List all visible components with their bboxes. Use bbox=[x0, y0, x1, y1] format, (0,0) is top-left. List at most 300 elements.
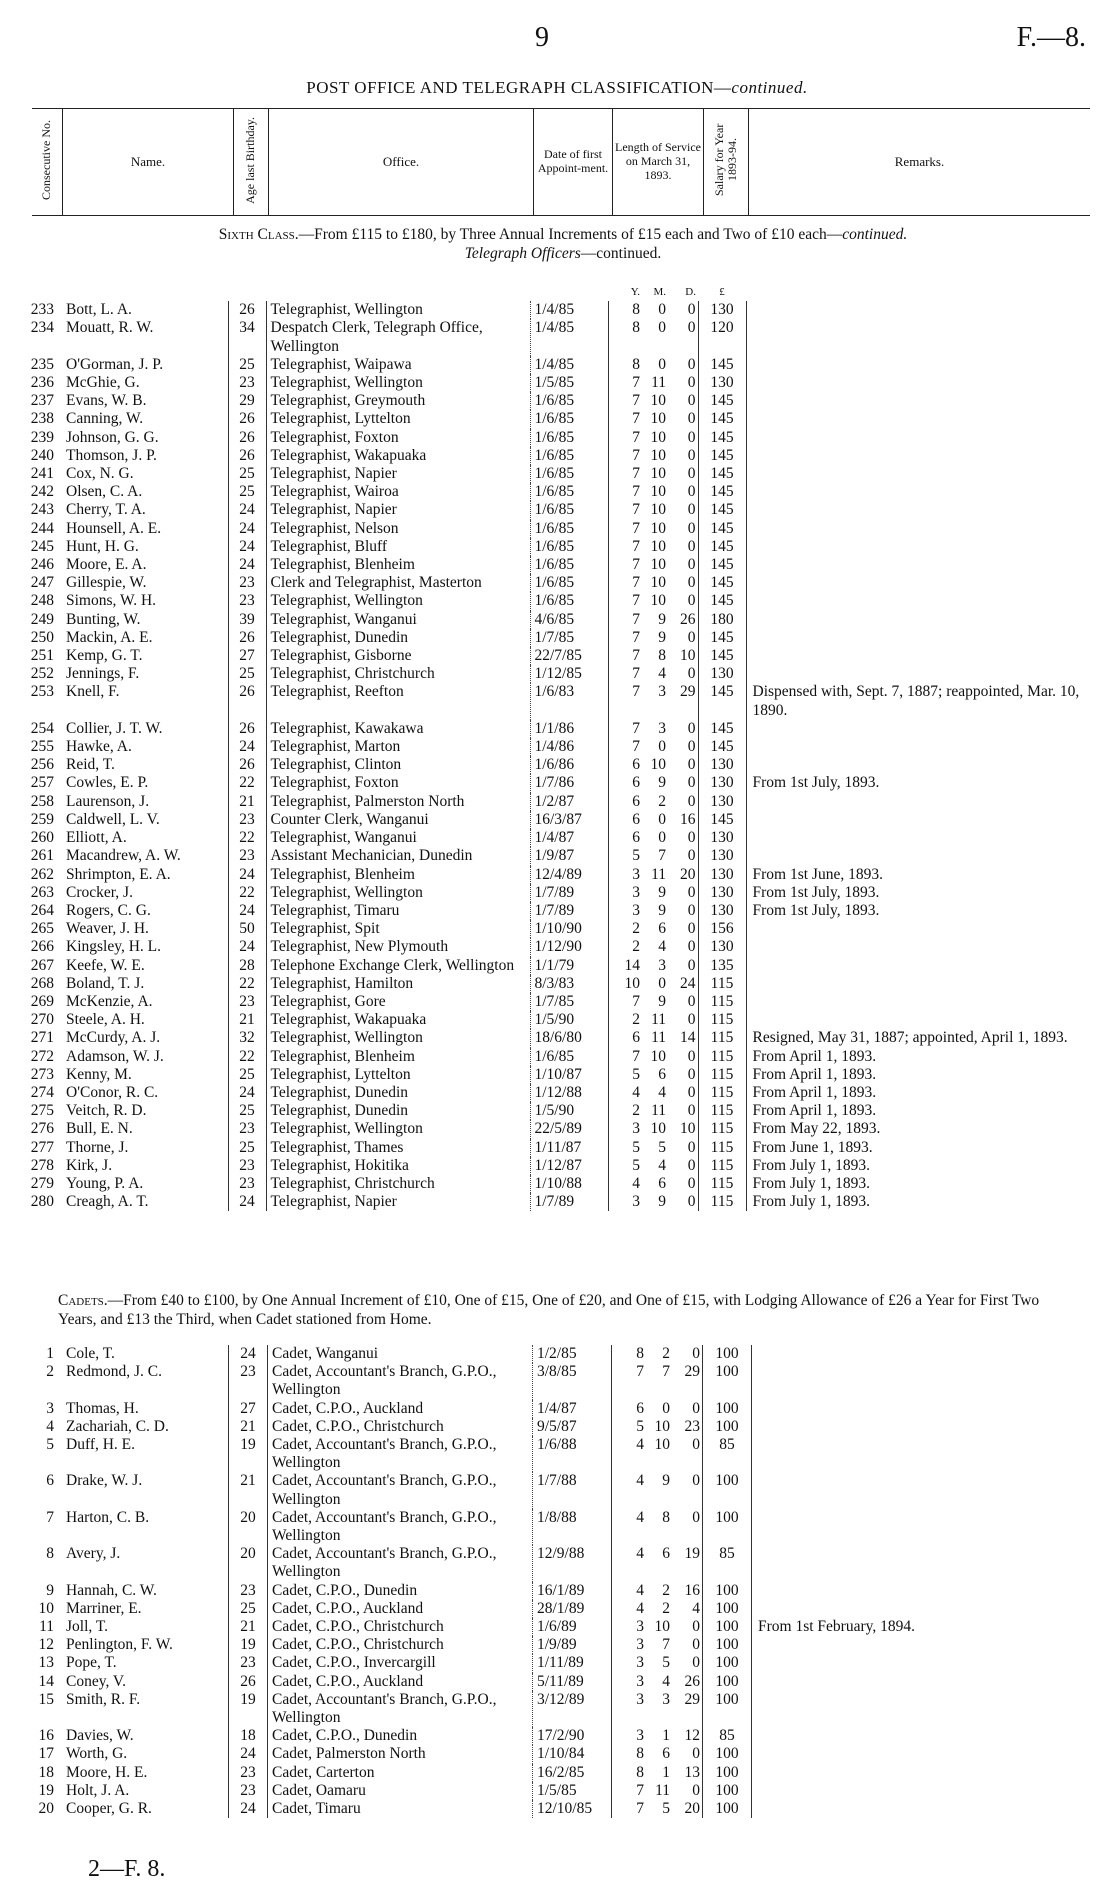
sixth-class-table bbox=[22, 283, 1082, 1211]
cell-age: 25 bbox=[228, 1102, 266, 1120]
cell-name: Gillespie, W. bbox=[66, 574, 147, 592]
cell-no: 241 bbox=[30, 465, 54, 483]
cell-d: 12 bbox=[684, 1727, 700, 1745]
cell-office: Telegraphist, Gore bbox=[270, 992, 386, 1010]
cell-d: 0 bbox=[687, 719, 696, 737]
cell-d: 0 bbox=[687, 465, 696, 483]
cell-sal: 145 bbox=[698, 556, 746, 574]
units-row bbox=[22, 283, 1082, 301]
cell-date: 1/12/88 bbox=[530, 1084, 608, 1102]
cell-office: Telegraphist, Lyttelton bbox=[270, 410, 411, 428]
cell-office: Telegraphist, Bluff bbox=[270, 537, 388, 555]
cell-d: 0 bbox=[692, 1508, 700, 1526]
cell-rem bbox=[746, 410, 1082, 428]
cell-name: Cox, N. G. bbox=[66, 465, 134, 483]
cell-no: 3 bbox=[46, 1399, 54, 1417]
cell-y: 4 bbox=[612, 1600, 647, 1618]
cell-sal: 100 bbox=[703, 1636, 752, 1654]
cell-m: 2 bbox=[658, 792, 666, 810]
cell-sal: 115 bbox=[698, 993, 746, 1011]
cell-sal: 130 bbox=[698, 774, 746, 792]
cell-sal: 145 bbox=[698, 356, 746, 374]
cell-office: Cadet, Accountant's Branch, G.P.O., Wellington bbox=[272, 1436, 497, 1472]
cell-no: 249 bbox=[30, 610, 54, 628]
cell-date: 1/4/87 bbox=[533, 1400, 612, 1418]
cell-rem bbox=[746, 611, 1082, 629]
cell-sal: 130 bbox=[698, 756, 746, 774]
cell-d: 0 bbox=[687, 374, 696, 392]
cell-sal: 130 bbox=[698, 301, 746, 319]
cell-no: 11 bbox=[39, 1618, 54, 1636]
cell-y: 2 bbox=[608, 1102, 642, 1120]
cell-no: 269 bbox=[30, 992, 54, 1010]
cell-rem bbox=[752, 1800, 1083, 1818]
cell-m: 4 bbox=[658, 1083, 666, 1101]
cell-name: Pope, T. bbox=[66, 1654, 117, 1672]
cell-date: 1/6/85 bbox=[530, 574, 608, 592]
cell-name: Kingsley, H. L. bbox=[66, 938, 161, 956]
cell-office: Cadet, C.P.O., Christchurch bbox=[272, 1618, 444, 1636]
cell-y: 8 bbox=[608, 301, 642, 319]
cell-name: Holt, J. A. bbox=[66, 1781, 130, 1799]
cell-d: 20 bbox=[680, 865, 696, 883]
cell-office: Telegraphist, Waipawa bbox=[270, 355, 412, 373]
cell-rem bbox=[746, 520, 1082, 538]
cell-name: Collier, J. T. W. bbox=[66, 719, 163, 737]
cell-office: Telegraphist, Christchurch bbox=[270, 1174, 435, 1192]
cell-office: Telegraphist, Palmerston North bbox=[270, 792, 465, 810]
cell-m: 9 bbox=[658, 1193, 666, 1211]
cell-office: Counter Clerk, Wanganui bbox=[270, 810, 429, 828]
cell-no: 272 bbox=[30, 1047, 54, 1065]
cell-y: 6 bbox=[608, 756, 642, 774]
cell-date: 1/6/85 bbox=[530, 483, 608, 501]
cell-d: 0 bbox=[687, 756, 696, 774]
table-row bbox=[22, 920, 1082, 938]
cell-d: 29 bbox=[680, 683, 696, 701]
cell-date: 9/5/87 bbox=[533, 1418, 612, 1436]
cell-date: 1/12/90 bbox=[530, 938, 608, 956]
cell-date: 1/10/84 bbox=[533, 1745, 612, 1763]
cell-rem bbox=[752, 1600, 1083, 1618]
cell-m: 6 bbox=[662, 1745, 670, 1763]
cell-name: Cole, T. bbox=[66, 1345, 115, 1362]
cell-age: 27 bbox=[228, 647, 266, 665]
table-row bbox=[22, 829, 1082, 847]
sixth-class-continued: continued. bbox=[842, 226, 908, 243]
cell-m: 10 bbox=[650, 1120, 666, 1138]
cell-m: 7 bbox=[662, 1363, 670, 1381]
cell-name: Mackin, A. E. bbox=[66, 628, 153, 646]
header-length: Length of Service on March 31, 1893. bbox=[613, 109, 704, 216]
cell-sal: 115 bbox=[698, 1102, 746, 1120]
cell-y: 7 bbox=[608, 392, 642, 410]
cell-date: 1/11/89 bbox=[533, 1654, 612, 1672]
cell-age: 29 bbox=[228, 392, 266, 410]
cell-m: 11 bbox=[651, 1029, 666, 1047]
cell-office: Telegraphist, Dunedin bbox=[270, 1102, 409, 1120]
table-row bbox=[22, 884, 1082, 902]
cell-name: Veitch, R. D. bbox=[66, 1102, 147, 1120]
cell-sal: 100 bbox=[703, 1800, 752, 1818]
cell-office: Telegraphist, Wellington bbox=[270, 374, 423, 392]
cell-d: 0 bbox=[687, 556, 696, 574]
cell-office: Telegraphist, Reefton bbox=[270, 683, 404, 701]
cell-d: 16 bbox=[684, 1581, 700, 1599]
cell-d: 23 bbox=[684, 1417, 700, 1435]
cell-m: 10 bbox=[654, 1618, 670, 1636]
cell-no: 264 bbox=[30, 901, 54, 919]
cell-rem bbox=[746, 920, 1082, 938]
cell-y: 3 bbox=[608, 1120, 642, 1138]
cell-office: Telegraphist, New Plymouth bbox=[270, 938, 449, 956]
cell-rem bbox=[746, 975, 1082, 993]
cell-age: 23 bbox=[228, 1120, 266, 1138]
cell-m: 10 bbox=[650, 756, 666, 774]
cell-no: 261 bbox=[30, 847, 54, 865]
cell-rem bbox=[752, 1545, 1083, 1581]
table-row bbox=[22, 1157, 1082, 1175]
cell-office: Telegraphist, Napier bbox=[270, 465, 397, 483]
cell-d: 0 bbox=[687, 738, 696, 756]
table-row bbox=[22, 538, 1082, 556]
cell-age: 26 bbox=[228, 629, 266, 647]
cell-m: 0 bbox=[658, 829, 666, 847]
cell-sal: 130 bbox=[698, 829, 746, 847]
table-row bbox=[22, 319, 1082, 355]
cell-sal: 145 bbox=[698, 811, 746, 829]
cell-sal: 115 bbox=[698, 1066, 746, 1084]
cell-d: 0 bbox=[687, 1047, 696, 1065]
cell-d: 0 bbox=[687, 628, 696, 646]
cell-sal: 145 bbox=[698, 647, 746, 665]
cell-m: 9 bbox=[658, 774, 666, 792]
cell-age: 24 bbox=[228, 938, 266, 956]
cell-rem bbox=[746, 847, 1082, 865]
cell-age: 23 bbox=[228, 993, 266, 1011]
cell-age: 32 bbox=[228, 1029, 266, 1047]
cell-age: 23 bbox=[229, 1582, 268, 1600]
cell-office: Telegraphist, Foxton bbox=[270, 774, 399, 792]
cell-y: 3 bbox=[608, 902, 642, 920]
cell-m: 8 bbox=[658, 647, 666, 665]
cadets-text: —From £40 to £100, by One Annual Increment of £10, One of £15, One of £20, and One of £15, with Lodging Allowance of £26 a Year for First Two Years, and £13 the Third, when Cadet stationed from Home. bbox=[58, 1292, 1040, 1328]
cell-sal: 100 bbox=[703, 1345, 752, 1363]
cell-y: 7 bbox=[608, 501, 642, 519]
cell-age: 24 bbox=[228, 1193, 266, 1211]
cell-name: Bunting, W. bbox=[66, 610, 141, 628]
cell-no: 233 bbox=[30, 301, 54, 319]
cell-y: 7 bbox=[608, 483, 642, 501]
cell-y: 6 bbox=[608, 1029, 642, 1047]
cell-rem bbox=[746, 356, 1082, 374]
cell-rem bbox=[752, 1727, 1083, 1745]
cell-date: 16/1/89 bbox=[533, 1582, 612, 1600]
cell-d: 4 bbox=[692, 1599, 700, 1617]
cell-d: 10 bbox=[680, 1120, 696, 1138]
cell-y: 7 bbox=[608, 592, 642, 610]
cell-name: Keefe, W. E. bbox=[66, 956, 145, 974]
cell-m: 10 bbox=[650, 556, 666, 574]
cell-m: 10 bbox=[650, 537, 666, 555]
cell-no: 265 bbox=[30, 920, 54, 938]
cell-no: 258 bbox=[30, 792, 54, 810]
cell-name: Penlington, F. W. bbox=[66, 1636, 173, 1654]
cell-y: 7 bbox=[608, 1048, 642, 1066]
cell-m: 5 bbox=[662, 1800, 670, 1818]
table-row bbox=[22, 938, 1082, 956]
cell-no: 271 bbox=[30, 1029, 54, 1047]
cell-no: 14 bbox=[38, 1672, 54, 1690]
sixth-class-text: —From £115 to £180, by Three Annual Increments of £15 each and Two of £10 each— bbox=[298, 226, 843, 243]
unit-pound: £ bbox=[719, 286, 725, 298]
cell-age: 24 bbox=[228, 501, 266, 519]
cell-d: 0 bbox=[687, 446, 696, 464]
cell-no: 274 bbox=[30, 1083, 54, 1101]
cell-d: 0 bbox=[687, 883, 696, 901]
cell-m: 5 bbox=[658, 1138, 666, 1156]
cell-name: Moore, E. A. bbox=[66, 556, 147, 574]
cell-rem bbox=[746, 1011, 1082, 1029]
table-row bbox=[22, 374, 1082, 392]
cell-d: 26 bbox=[684, 1672, 700, 1690]
cell-no: 255 bbox=[30, 738, 54, 756]
cell-sal: 156 bbox=[698, 920, 746, 938]
cell-no: 237 bbox=[30, 392, 54, 410]
cell-date: 1/7/89 bbox=[530, 884, 608, 902]
cell-date: 1/10/88 bbox=[530, 1175, 608, 1193]
cell-sal: 100 bbox=[703, 1618, 752, 1636]
cell-age: 23 bbox=[228, 374, 266, 392]
table-row bbox=[22, 1400, 1082, 1418]
cell-date: 1/6/88 bbox=[533, 1436, 612, 1472]
cell-rem: From April 1, 1893. bbox=[752, 1083, 877, 1101]
cell-name: Hawke, A. bbox=[66, 738, 132, 756]
cell-office: Cadet, Accountant's Branch, G.P.O., Wellington bbox=[272, 1545, 497, 1581]
cell-rem: Dispensed with, Sept. 7, 1887; reappointed, Mar. 10, 1890. bbox=[752, 683, 1080, 719]
cell-m: 10 bbox=[650, 1047, 666, 1065]
cell-m: 0 bbox=[658, 301, 666, 319]
cell-sal: 100 bbox=[703, 1691, 752, 1727]
cell-age: 34 bbox=[228, 319, 266, 355]
cell-m: 10 bbox=[650, 465, 666, 483]
cell-rem bbox=[746, 938, 1082, 956]
cell-d: 0 bbox=[687, 665, 696, 683]
table-row bbox=[22, 1048, 1082, 1066]
cell-name: Thomas, H. bbox=[66, 1399, 139, 1417]
cell-y: 6 bbox=[612, 1400, 647, 1418]
cell-y: 8 bbox=[608, 319, 642, 355]
cell-sal: 145 bbox=[698, 592, 746, 610]
cell-age: 22 bbox=[228, 774, 266, 792]
cell-no: 16 bbox=[38, 1727, 54, 1745]
cell-office: Cadet, Oamaru bbox=[272, 1781, 366, 1799]
cell-no: 13 bbox=[38, 1654, 54, 1672]
cell-sal: 145 bbox=[698, 538, 746, 556]
cell-d: 14 bbox=[680, 1029, 696, 1047]
cell-name: Caldwell, L. V. bbox=[66, 810, 160, 828]
cell-m: 9 bbox=[658, 883, 666, 901]
cell-y: 6 bbox=[608, 811, 642, 829]
cell-d: 0 bbox=[692, 1618, 700, 1636]
cell-name: Canning, W. bbox=[66, 410, 144, 428]
table-row bbox=[22, 1691, 1082, 1727]
cell-m: 6 bbox=[658, 1174, 666, 1192]
cell-y: 7 bbox=[612, 1800, 647, 1818]
cell-y: 3 bbox=[612, 1727, 647, 1745]
cell-m: 3 bbox=[658, 683, 666, 701]
cell-m: 2 bbox=[662, 1599, 670, 1617]
cell-rem bbox=[746, 465, 1082, 483]
cell-sal: 100 bbox=[703, 1600, 752, 1618]
cell-rem bbox=[752, 1363, 1083, 1399]
cell-m: 2 bbox=[662, 1345, 670, 1362]
cell-no: 253 bbox=[30, 683, 54, 701]
unit-years: Y. bbox=[630, 286, 640, 298]
cell-office: Telegraphist, Greymouth bbox=[270, 392, 426, 410]
table-row bbox=[22, 1472, 1082, 1508]
cell-age: 21 bbox=[229, 1618, 268, 1636]
cell-y: 4 bbox=[608, 1084, 642, 1102]
cell-age: 39 bbox=[228, 611, 266, 629]
cell-m: 10 bbox=[650, 501, 666, 519]
cell-no: 20 bbox=[38, 1800, 54, 1818]
cell-rem bbox=[752, 1400, 1083, 1418]
cell-name: Coney, V. bbox=[66, 1672, 127, 1690]
cell-d: 16 bbox=[680, 810, 696, 828]
cell-m: 11 bbox=[655, 1781, 670, 1799]
cell-office: Telegraphist, Nelson bbox=[270, 519, 399, 537]
cell-date: 1/6/85 bbox=[530, 465, 608, 483]
cell-name: Shrimpton, E. A. bbox=[66, 865, 171, 883]
cell-office: Cadet, C.P.O., Dunedin bbox=[272, 1581, 418, 1599]
table-row bbox=[22, 738, 1082, 756]
cell-no: 247 bbox=[30, 574, 54, 592]
cell-d: 26 bbox=[680, 610, 696, 628]
cell-d: 24 bbox=[680, 974, 696, 992]
cell-sal: 145 bbox=[698, 720, 746, 738]
cell-d: 0 bbox=[692, 1654, 700, 1672]
cell-rem bbox=[746, 738, 1082, 756]
cell-office: Cadet, C.P.O., Dunedin bbox=[272, 1727, 418, 1745]
cell-no: 257 bbox=[30, 774, 54, 792]
cell-d: 0 bbox=[687, 519, 696, 537]
cell-rem: From June 1, 1893. bbox=[752, 1138, 873, 1156]
cell-name: Jennings, F. bbox=[66, 665, 140, 683]
cell-sal: 115 bbox=[698, 1175, 746, 1193]
cell-no: 239 bbox=[30, 428, 54, 446]
cell-name: Davies, W. bbox=[66, 1727, 134, 1745]
cell-date: 3/12/89 bbox=[533, 1691, 612, 1727]
cell-sal: 100 bbox=[703, 1782, 752, 1800]
cell-d: 0 bbox=[687, 355, 696, 373]
cell-name: Reid, T. bbox=[66, 756, 115, 774]
cell-y: 5 bbox=[608, 1157, 642, 1175]
cell-sal: 100 bbox=[703, 1509, 752, 1545]
cell-m: 8 bbox=[662, 1508, 670, 1526]
cell-d: 0 bbox=[687, 992, 696, 1010]
table-row bbox=[22, 410, 1082, 428]
table-row bbox=[22, 611, 1082, 629]
cell-age: 25 bbox=[229, 1600, 268, 1618]
cell-date: 1/6/85 bbox=[530, 520, 608, 538]
unit-days: D. bbox=[685, 286, 696, 298]
cell-y: 7 bbox=[608, 665, 642, 683]
cell-date: 1/7/86 bbox=[530, 774, 608, 792]
cadets-label: Cadets. bbox=[58, 1292, 108, 1309]
table-row bbox=[22, 1066, 1082, 1084]
cell-age: 19 bbox=[229, 1436, 268, 1472]
cell-age: 23 bbox=[228, 1157, 266, 1175]
cell-d: 29 bbox=[684, 1690, 700, 1708]
cell-office: Telegraphist, Wellington bbox=[270, 1120, 423, 1138]
cell-office: Telegraphist, Wellington bbox=[270, 592, 423, 610]
cell-name: Thomson, J. P. bbox=[66, 446, 157, 464]
table-row bbox=[22, 520, 1082, 538]
cell-m: 9 bbox=[658, 628, 666, 646]
cell-name: Evans, W. B. bbox=[66, 392, 147, 410]
cell-d: 0 bbox=[687, 920, 696, 938]
cell-age: 20 bbox=[229, 1545, 268, 1581]
cell-m: 3 bbox=[658, 719, 666, 737]
telegraph-officers-continued: —continued. bbox=[580, 244, 662, 262]
cell-date: 1/6/85 bbox=[530, 1048, 608, 1066]
cell-age: 22 bbox=[228, 829, 266, 847]
cell-d: 0 bbox=[687, 938, 696, 956]
table-row bbox=[22, 1102, 1082, 1120]
cell-office: Telegraphist, Kawakawa bbox=[270, 719, 424, 737]
table-row bbox=[22, 429, 1082, 447]
cell-no: 276 bbox=[30, 1120, 54, 1138]
cell-no: 277 bbox=[30, 1138, 54, 1156]
cell-y: 3 bbox=[612, 1673, 647, 1691]
cell-age: 21 bbox=[229, 1418, 268, 1436]
cell-y: 3 bbox=[612, 1636, 647, 1654]
cell-office: Telegraphist, Napier bbox=[270, 501, 397, 519]
cell-name: Johnson, G. G. bbox=[66, 428, 159, 446]
cell-office: Telegraphist, Hokitika bbox=[270, 1156, 409, 1174]
cell-no: 254 bbox=[30, 719, 54, 737]
cell-age: 22 bbox=[228, 884, 266, 902]
header-office: Office. bbox=[269, 109, 534, 216]
cell-age: 24 bbox=[228, 538, 266, 556]
table-row bbox=[22, 993, 1082, 1011]
cell-name: O'Conor, R. C. bbox=[66, 1083, 159, 1101]
cell-rem bbox=[752, 1636, 1083, 1654]
cell-name: Avery, J. bbox=[66, 1545, 121, 1563]
cell-name: Bull, E. N. bbox=[66, 1120, 133, 1138]
cell-sal: 100 bbox=[703, 1363, 752, 1399]
cell-y: 7 bbox=[608, 993, 642, 1011]
cell-sal: 115 bbox=[698, 1139, 746, 1157]
cell-y: 5 bbox=[608, 1139, 642, 1157]
cell-d: 19 bbox=[684, 1545, 700, 1563]
table-row bbox=[22, 975, 1082, 993]
cell-age: 26 bbox=[228, 720, 266, 738]
cell-m: 10 bbox=[650, 446, 666, 464]
cell-y: 7 bbox=[608, 647, 642, 665]
cell-name: Bott, L. A. bbox=[66, 301, 132, 319]
cell-office: Cadet, C.P.O., Invercargill bbox=[272, 1654, 436, 1672]
cell-sal: 130 bbox=[698, 866, 746, 884]
title-main: POST OFFICE AND TELEGRAPH CLASSIFICATION— bbox=[306, 78, 732, 97]
cell-age: 23 bbox=[228, 1175, 266, 1193]
cell-y: 6 bbox=[608, 829, 642, 847]
cell-age: 25 bbox=[228, 465, 266, 483]
cell-sal: 145 bbox=[698, 738, 746, 756]
cell-sal: 115 bbox=[698, 1193, 746, 1211]
document-code: F.—8. bbox=[1016, 22, 1086, 53]
